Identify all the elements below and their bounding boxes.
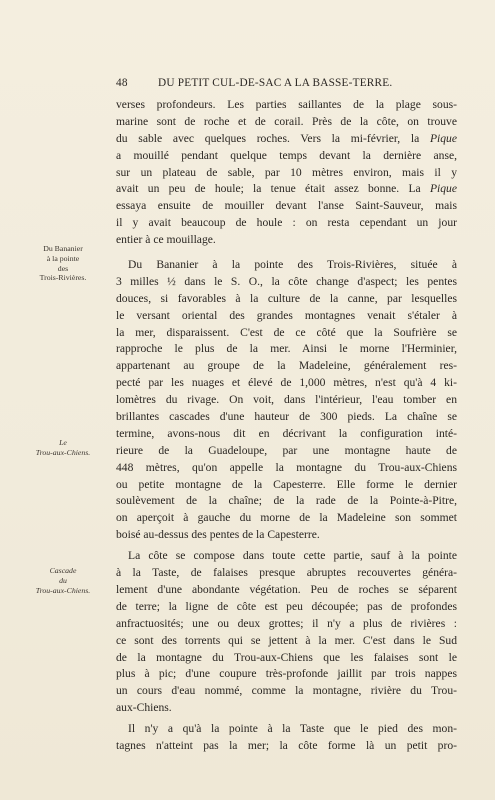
- margin-note-line: Trou-aux-Chiens.: [35, 447, 91, 457]
- margin-note-line: des: [57, 263, 69, 273]
- text-line: douces, si favorables à la culture de la canne, par lesquelles: [116, 291, 457, 305]
- text-line: de terre; la ligne de côte est peu découpée; pas de profondes: [116, 599, 457, 613]
- paragraph-3: [116, 548, 457, 717]
- text-line: du sable avec quelques roches. Vers la mi-février, la Pique: [116, 131, 457, 145]
- text-line: plus à pic; d'une coupure très-profonde jaillit par trois nappes: [116, 667, 457, 681]
- ship-name: Pique: [429, 182, 457, 196]
- text-line: tagnes n'atteint pas la mer; la côte forme là un petit pro-: [116, 738, 457, 752]
- paragraph-gap: [116, 249, 457, 257]
- text-line: pecté par les nuages et élevé de 1,000 mètres, n'est qu'à 4 ki-: [116, 376, 457, 390]
- paragraph-1: [116, 97, 457, 249]
- margin-note-line: Du Bananier: [43, 244, 83, 253]
- text-line: soulèvement de la chaîne; de la rade de la Pointe-à-Pitre,: [116, 494, 457, 508]
- margin-note-line: Trou-aux-Chiens.: [35, 585, 91, 595]
- margin-note-line: Trois-Rivières.: [39, 273, 87, 283]
- text-line: à la Taste, de falaises presque abruptes recouvertes généra-: [116, 566, 457, 580]
- text-line: on aperçoit à gauche du morne de la Madeleine son sommet: [116, 511, 457, 525]
- margin-note-trou-aux-chiens: [20, 438, 106, 458]
- text-line: 3 milles ½ dans le S. O., la côte change d'aspect; les pentes: [116, 274, 457, 288]
- text-line: boisé au-dessus des pentes de la Capesterre.: [116, 528, 320, 542]
- text-line: Il n'y a qu'à la pointe à la Taste que le pied des mon-: [128, 722, 457, 736]
- margin-note-line: du: [59, 575, 67, 585]
- text-line: de la montagne du Trou-aux-Chiens que les falaises sont le: [116, 650, 457, 664]
- text-line: il y avait beaucoup de houle : on resta cependant un jour: [116, 216, 457, 230]
- text-line: rieure de la Guadeloupe, par une montagne haute de: [116, 443, 457, 457]
- text-line: verses profondeurs. Les parties saillantes de la plage sous-: [116, 98, 457, 111]
- text-line: rapproche le plus de la mer. Ainsi le morne l'Herminier,: [116, 342, 457, 356]
- text-line: lement d'une abondante végétation. Peu de roches se séparent: [116, 582, 457, 596]
- page-header: [116, 77, 456, 93]
- running-head: DU PETIT CUL-DE-SAC A LA BASSE-TERRE.: [158, 77, 393, 89]
- text-line: essaya ensuite de mouiller devant l'anse Saint-Sauveur, mais: [116, 199, 457, 213]
- text-line: la mer, disparaissent. C'est de ce côté que la Soufrière se: [116, 325, 457, 339]
- text-line: un cours d'eau nommé, comme la montagne, rivière du Trou-: [116, 684, 457, 698]
- text-line: a mouillé pendant quelque temps devant la dernière anse,: [116, 148, 457, 162]
- text-line: 448 mètres, qu'on appelle la montagne du Trou-aux-Chiens: [116, 460, 457, 474]
- paragraph-2: [116, 257, 457, 544]
- text-line: brillantes cascades d'une hauteur de 300 pieds. La chaîne se: [116, 410, 457, 424]
- text-line: avait un peu de houle; la tenue était assez bonne. La Pique: [116, 182, 457, 196]
- margin-note-cascade: [20, 566, 106, 595]
- text-line: le versant oriental des grandes montagnes venait s'étaler à: [116, 308, 457, 322]
- text-line: marine sont de roche et de corail. Près de la côte, on trouve: [116, 114, 457, 128]
- margin-note-line: Cascade: [49, 566, 77, 575]
- margin-note-line: à la pointe: [46, 253, 80, 263]
- text-line: lomètres du rivage. On voit, dans l'intérieur, l'eau tomber en: [116, 393, 457, 407]
- margin-note-line: Le: [59, 438, 67, 447]
- page-number: 48: [116, 77, 128, 89]
- text-line: ce sont des torrents qui se jettent à la mer. C'est dans le Sud: [116, 633, 457, 647]
- text-line: La côte se compose dans toute cette partie, sauf à la pointe: [128, 549, 457, 563]
- paragraph-4: [116, 721, 457, 755]
- text-line: entier à ce mouillage.: [116, 233, 216, 247]
- text-line: aux-Chiens.: [116, 701, 172, 715]
- text-line: termine, avons-nous dit en décrivant la configuration inté-: [116, 426, 457, 440]
- text-line: appartenant au groupe de la Madeleine, généralement res-: [116, 359, 457, 373]
- text-line: anfractuosités; une ou deux grottes; il n'y a plus de rivières :: [116, 616, 457, 630]
- text-line: ou petite montagne de la Capesterre. Elle forme le dernier: [116, 477, 457, 491]
- text-line: Du Bananier à la pointe des Trois-Rivières, située à: [128, 258, 457, 272]
- text-line: sur un plateau de sable, par 10 mètres environ, mais il y: [116, 165, 457, 179]
- body-text: [116, 97, 457, 755]
- ship-name: Pique: [429, 131, 457, 145]
- margin-note-bananier: [20, 244, 106, 283]
